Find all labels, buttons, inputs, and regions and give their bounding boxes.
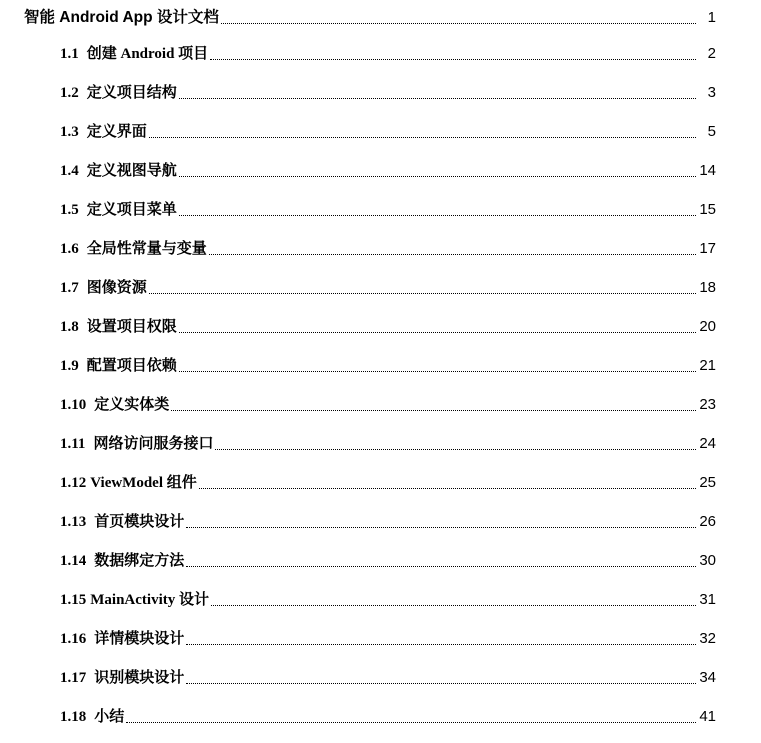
- dot-leader: [215, 448, 696, 450]
- dot-leader: [186, 565, 696, 567]
- toc-page-number: 3: [707, 84, 716, 101]
- toc-entry[interactable]: [60, 391, 716, 415]
- toc-page-number: 26: [699, 513, 716, 530]
- toc-page-number: 25: [699, 474, 716, 491]
- toc-entry-number: 1.8: [60, 319, 79, 335]
- toc-entry-number: 1.2: [60, 85, 79, 101]
- dot-leader: [179, 331, 696, 333]
- dot-leader: [186, 526, 696, 528]
- toc-page-number: 23: [699, 396, 716, 413]
- toc-page-number: 21: [699, 357, 716, 374]
- toc-entry[interactable]: [60, 157, 716, 181]
- toc-entry[interactable]: [60, 547, 716, 571]
- toc-entry-number: 1.1: [60, 46, 79, 62]
- toc-entry-number: 1.10: [60, 397, 87, 413]
- toc-page-number: 14: [699, 162, 716, 179]
- dot-leader: [126, 721, 696, 723]
- toc-entry-title: 网络访问服务接口: [93, 436, 214, 452]
- toc-page-number: 24: [699, 435, 716, 452]
- dot-leader: [149, 292, 696, 294]
- toc-entry[interactable]: [60, 664, 716, 688]
- toc-page-number: 32: [699, 630, 716, 647]
- toc-entry-title: 定义实体类: [94, 397, 170, 413]
- dot-leader: [210, 58, 696, 60]
- dot-leader: [149, 136, 696, 138]
- toc-entry-title: 定义视图导航: [86, 163, 177, 179]
- toc-entry[interactable]: [60, 586, 716, 610]
- toc-entry[interactable]: [60, 625, 716, 649]
- dot-leader: [211, 604, 696, 606]
- toc-entry[interactable]: [60, 352, 716, 376]
- toc-page-number: 41: [699, 708, 716, 725]
- toc-entry-number: 1.13: [60, 514, 87, 530]
- toc-page-number: 17: [699, 240, 716, 257]
- toc-entry-number: 1.7: [60, 280, 79, 296]
- toc-entry-number: 1.18: [60, 709, 87, 725]
- toc-entry[interactable]: [60, 118, 716, 142]
- dot-leader: [179, 97, 696, 99]
- dot-leader: [221, 22, 696, 24]
- toc-entry-title: 数据绑定方法: [94, 553, 185, 569]
- toc-entry-number: 1.15: [60, 592, 87, 608]
- toc-entry-number: 1.3: [60, 124, 79, 140]
- toc-entry-title: 定义项目菜单: [86, 202, 177, 218]
- toc-page-number: 30: [699, 552, 716, 569]
- toc-page-number: 15: [699, 201, 716, 218]
- toc-entry-number: 1.11: [60, 436, 86, 452]
- toc-entry[interactable]: [60, 469, 716, 493]
- toc-entry-title: 设置项目权限: [86, 319, 177, 335]
- toc-entry-title: 创建 Android 项目: [86, 46, 209, 62]
- dot-leader: [171, 409, 696, 411]
- toc-entry-number: 1.14: [60, 553, 87, 569]
- dot-leader: [179, 175, 696, 177]
- toc-entry-number: 1.4: [60, 163, 79, 179]
- toc-entry[interactable]: [60, 313, 716, 337]
- dot-leader: [199, 487, 696, 489]
- toc-entry-main[interactable]: [24, 4, 716, 28]
- toc-entry-title: 智能 Android App 设计文档: [24, 9, 219, 26]
- toc-page-number: 34: [699, 669, 716, 686]
- toc-entry[interactable]: [60, 40, 716, 64]
- toc-entry-number: 1.17: [60, 670, 87, 686]
- toc-entry-title: 识别模块设计: [94, 670, 185, 686]
- dot-leader: [209, 253, 696, 255]
- toc-entry[interactable]: [60, 79, 716, 103]
- toc-entry-title: 全局性常量与变量: [86, 241, 207, 257]
- toc-entry[interactable]: [60, 703, 716, 727]
- toc-entry-number: 1.12: [60, 475, 87, 491]
- dot-leader: [186, 643, 696, 645]
- toc-entry-title: 小结: [94, 709, 125, 725]
- toc-entry-title: 定义项目结构: [86, 85, 177, 101]
- toc-entry-title: 配置项目依赖: [86, 358, 177, 374]
- toc-entry[interactable]: [60, 196, 716, 220]
- toc-page-number: 1: [707, 9, 716, 26]
- toc-page-number: 31: [699, 591, 716, 608]
- toc-entry-title: MainActivity 设计: [90, 592, 209, 608]
- dot-leader: [186, 682, 696, 684]
- toc-page-number: 2: [707, 45, 716, 62]
- toc-page-number: 20: [699, 318, 716, 335]
- dot-leader: [179, 214, 696, 216]
- toc-entry-title: ViewModel 组件: [90, 475, 197, 491]
- dot-leader: [179, 370, 696, 372]
- toc-entry-number: 1.9: [60, 358, 79, 374]
- toc-page-number: 5: [707, 123, 716, 140]
- toc-page-number: 18: [699, 279, 716, 296]
- toc-entry-number: 1.5: [60, 202, 79, 218]
- toc-entry[interactable]: [60, 274, 716, 298]
- toc-entry[interactable]: [60, 508, 716, 532]
- toc-entry-title: 首页模块设计: [94, 514, 185, 530]
- toc-entry-number: 1.6: [60, 241, 79, 257]
- toc-entry[interactable]: [60, 235, 716, 259]
- toc-entry-title: 定义界面: [86, 124, 147, 140]
- toc-entry-title: 图像资源: [86, 280, 147, 296]
- toc-entry-number: 1.16: [60, 631, 87, 647]
- toc-entry-title: 详情模块设计: [94, 631, 185, 647]
- toc-entry[interactable]: [60, 430, 716, 454]
